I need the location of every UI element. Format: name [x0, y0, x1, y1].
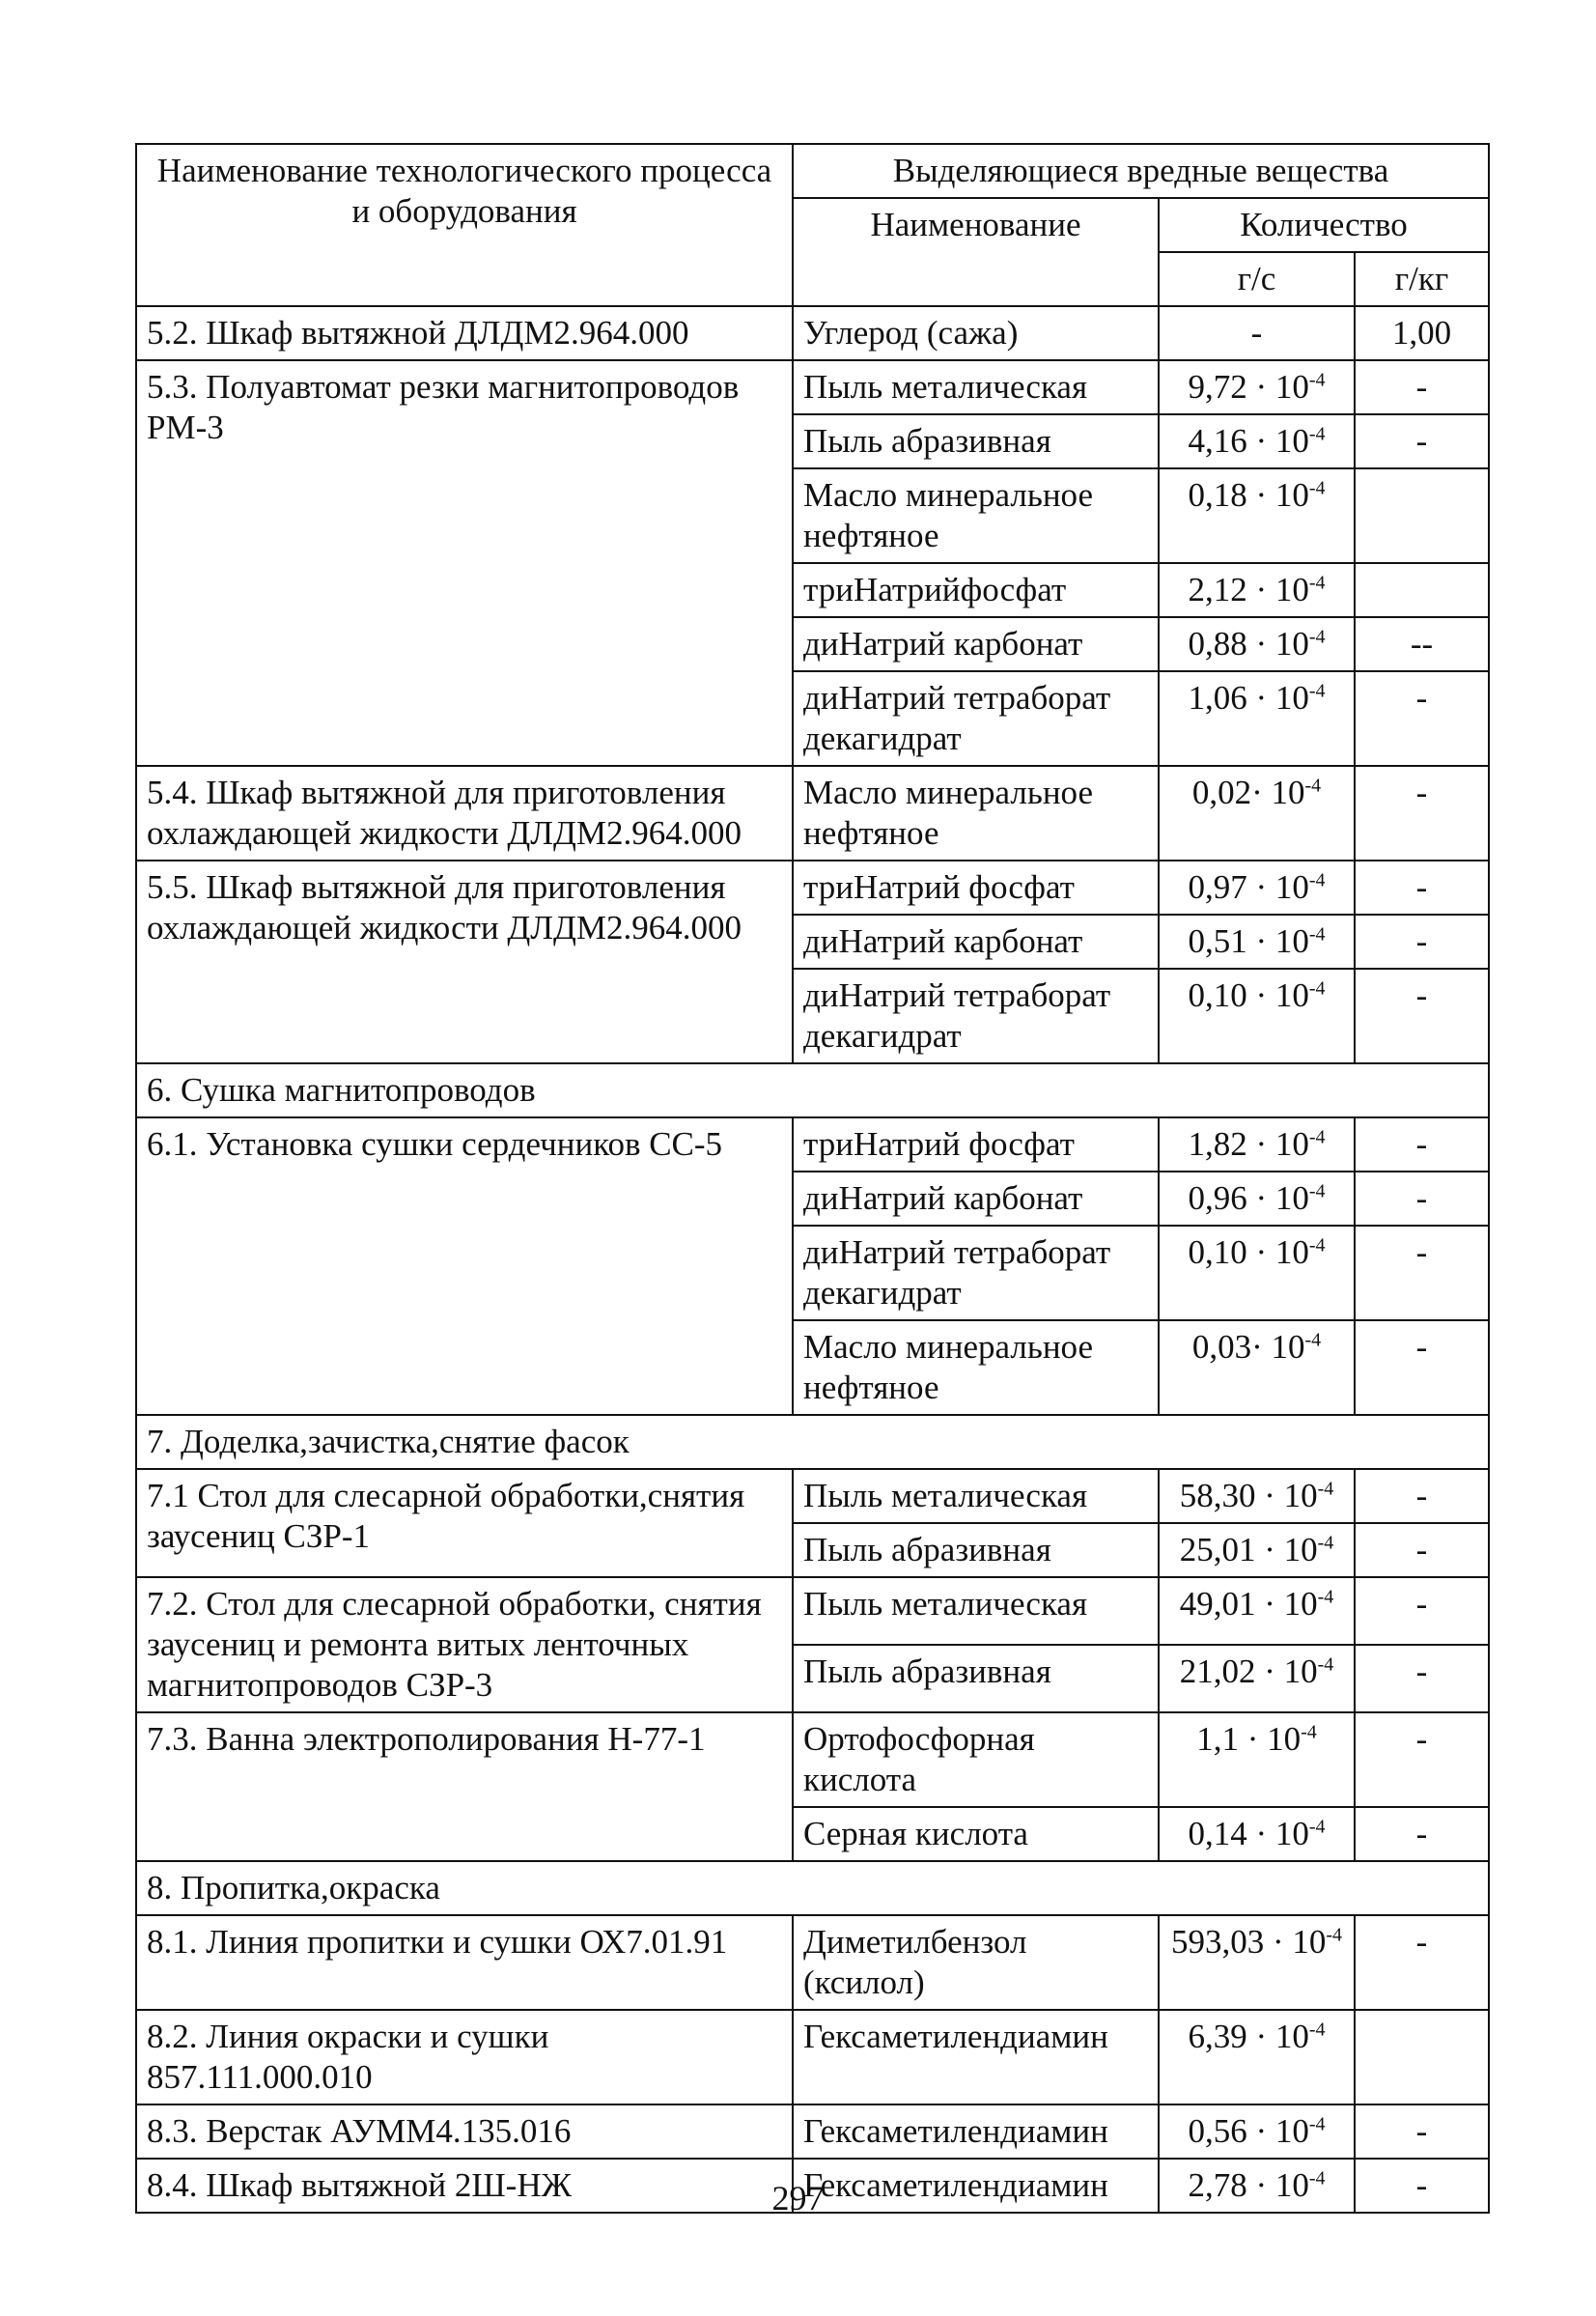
table-row: [136, 360, 1489, 414]
amount-mantissa: 0,97 · 10: [1188, 868, 1309, 906]
substance-cell: диНатрий тетраборат декагидрат: [793, 969, 1159, 1063]
process-cell: 8.3. Верстак АУММ4.135.016: [136, 2104, 793, 2159]
process-cell: 7.3. Ванна электрополирования Н-77-1: [136, 1712, 793, 1861]
table-row: [136, 861, 1489, 915]
amount-gs-cell: [1159, 969, 1355, 1063]
process-cell: 7.2. Стол для слесарной обработки, снятия заусениц и ремонта витых ленточных магнитопроводов СЗР-3: [136, 1577, 793, 1712]
amount-exponent: -4: [1308, 977, 1326, 1000]
amount-exponent: -4: [1308, 369, 1326, 391]
amount-gkg-cell: -: [1355, 1645, 1489, 1712]
amount-gkg-cell: -: [1355, 1807, 1489, 1861]
amount-gkg-cell: -: [1355, 1523, 1489, 1577]
header-substances: Выделяющиеся вредные вещества: [793, 144, 1489, 198]
amount-gs-cell: [1159, 1523, 1355, 1577]
amount-mantissa: 593,03 · 10: [1170, 1923, 1327, 1961]
amount-gkg-cell: [1355, 2010, 1489, 2104]
amount-exponent: -4: [1308, 680, 1326, 702]
section-heading: 8. Пропитка,окраска: [136, 1861, 1489, 1915]
amount-gs-cell: [1159, 1645, 1355, 1712]
substance-cell: Серная кислота: [793, 1807, 1159, 1861]
substance-cell: Углерод (сажа): [793, 306, 1159, 360]
amount-mantissa: 0,51 · 10: [1188, 922, 1309, 960]
amount-exponent: -4: [1308, 626, 1326, 648]
substance-cell: Гексаметилендиамин: [793, 2010, 1159, 2104]
amount-gs-cell: [1159, 2104, 1355, 2159]
amount-mantissa: 0,02· 10: [1191, 774, 1305, 811]
amount-exponent: -4: [1304, 775, 1322, 797]
amount-exponent: -4: [1308, 2019, 1326, 2041]
amount-gkg-cell: -: [1355, 1172, 1489, 1226]
amount-gkg-cell: [1355, 563, 1489, 617]
amount-exponent: -4: [1308, 423, 1326, 445]
header-unit-gkg: г/кг: [1355, 252, 1489, 306]
section-row: [136, 1861, 1489, 1915]
amount-gkg-cell: --: [1355, 617, 1489, 671]
substance-cell: Ортофосфорная кислота: [793, 1712, 1159, 1807]
substance-cell: Масло минеральное нефтяное: [793, 1320, 1159, 1415]
amount-mantissa: 49,01 · 10: [1179, 1585, 1318, 1623]
substance-cell: Гексаметилендиамин: [793, 2104, 1159, 2159]
process-cell: 5.4. Шкаф вытяжной для приготовления охлаждающей жидкости ДЛДМ2.964.000: [136, 766, 793, 861]
amount-gs-cell: [1159, 1712, 1355, 1807]
amount-gs-cell: [1159, 671, 1355, 766]
substance-cell: Масло минеральное нефтяное: [793, 766, 1159, 861]
section-heading: 7. Доделка,зачистка,снятие фасок: [136, 1415, 1489, 1469]
amount-mantissa: 0,10 · 10: [1188, 976, 1309, 1014]
amount-exponent: -4: [1308, 1816, 1326, 1838]
process-cell: 5.2. Шкаф вытяжной ДЛДМ2.964.000: [136, 306, 793, 360]
amount-exponent: -4: [1304, 1329, 1322, 1351]
amount-gkg-cell: -: [1355, 1577, 1489, 1645]
amount-exponent: -4: [1326, 1924, 1343, 1946]
amount-gs-cell: [1159, 1226, 1355, 1320]
table-row: [136, 306, 1489, 360]
amount-gkg-cell: -: [1355, 1712, 1489, 1807]
amount-gs-cell: [1159, 1915, 1355, 2010]
substance-cell: триНатрийфосфат: [793, 563, 1159, 617]
process-cell: 7.1 Стол для слесарной обработки,снятия заусениц СЗР-1: [136, 1469, 793, 1577]
amount-gs-cell: [1159, 1807, 1355, 1861]
amount-gs-cell: -: [1159, 306, 1355, 360]
section-heading: 6. Сушка магнитопроводов: [136, 1063, 1489, 1117]
amount-exponent: -4: [1317, 1478, 1334, 1500]
table-row: [136, 1469, 1489, 1523]
amount-gs-cell: [1159, 1320, 1355, 1415]
emissions-table: [135, 143, 1490, 2214]
amount-mantissa: 0,18 · 10: [1188, 476, 1309, 514]
amount-exponent: -4: [1317, 1653, 1334, 1676]
amount-mantissa: 2,78 · 10: [1188, 2166, 1309, 2204]
amount-gkg-cell: -: [1355, 861, 1489, 915]
amount-mantissa: 58,30 · 10: [1179, 1477, 1318, 1514]
process-cell: 8.2. Линия окраски и сушки 857.111.000.010: [136, 2010, 793, 2104]
amount-mantissa: 0,10 · 10: [1188, 1233, 1309, 1271]
table-row: [136, 2010, 1489, 2104]
substance-cell: Пыль абразивная: [793, 1523, 1159, 1577]
header-process: Наименование технологического процесса и оборудования: [136, 144, 793, 306]
substance-cell: диНатрий тетраборат декагидрат: [793, 671, 1159, 766]
amount-gkg-cell: -: [1355, 1117, 1489, 1172]
substance-cell: диНатрий карбонат: [793, 617, 1159, 671]
amount-mantissa: 2,12 · 10: [1188, 571, 1309, 608]
amount-gkg-cell: -: [1355, 1226, 1489, 1320]
amount-gs-cell: [1159, 915, 1355, 969]
amount-exponent: -4: [1317, 1532, 1334, 1554]
amount-gkg-cell: -: [1355, 2159, 1489, 2213]
amount-gkg-cell: -: [1355, 969, 1489, 1063]
substance-cell: Гексаметилендиамин: [793, 2159, 1159, 2213]
amount-mantissa: 1,06 · 10: [1188, 679, 1309, 717]
table-row: [136, 1915, 1489, 2010]
amount-gkg-cell: -: [1355, 1469, 1489, 1523]
amount-mantissa: 1,1 · 10: [1196, 1720, 1302, 1758]
substance-cell: Диметилбензол (ксилол): [793, 1915, 1159, 2010]
process-cell: 6.1. Установка сушки сердечников СС-5: [136, 1117, 793, 1415]
amount-gkg-cell: 1,00: [1355, 306, 1489, 360]
amount-gkg-cell: -: [1355, 1320, 1489, 1415]
page-number: 297: [771, 2179, 825, 2217]
substance-cell: диНатрий тетраборат декагидрат: [793, 1226, 1159, 1320]
amount-gs-cell: [1159, 2010, 1355, 2104]
substance-cell: триНатрий фосфат: [793, 861, 1159, 915]
section-row: [136, 1063, 1489, 1117]
header-unit-gs: г/с: [1159, 252, 1355, 306]
amount-mantissa: 9,72 · 10: [1188, 368, 1309, 406]
amount-gkg-cell: -: [1355, 1915, 1489, 2010]
header-quantity: Количество: [1159, 198, 1489, 252]
process-cell: 8.1. Линия пропитки и сушки ОХ7.01.91: [136, 1915, 793, 2010]
amount-mantissa: 0,56 · 10: [1188, 2112, 1309, 2150]
amount-mantissa: 0,03· 10: [1191, 1328, 1305, 1366]
substance-cell: Масло минеральное нефтяное: [793, 468, 1159, 563]
table-row: [136, 2104, 1489, 2159]
amount-exponent: -4: [1308, 2113, 1326, 2135]
substance-cell: Пыль абразивная: [793, 414, 1159, 468]
amount-gs-cell: [1159, 1117, 1355, 1172]
amount-exponent: -4: [1308, 869, 1326, 891]
amount-exponent: -4: [1308, 1234, 1326, 1257]
amount-exponent: -4: [1308, 572, 1326, 594]
amount-gs-cell: [1159, 766, 1355, 861]
amount-gs-cell: [1159, 1469, 1355, 1523]
amount-exponent: -4: [1308, 2167, 1326, 2189]
amount-gs-cell: [1159, 1172, 1355, 1226]
amount-gs-cell: [1159, 563, 1355, 617]
table-row: [136, 766, 1489, 861]
amount-exponent: -4: [1308, 1126, 1326, 1148]
substance-cell: диНатрий карбонат: [793, 1172, 1159, 1226]
amount-mantissa: 25,01 · 10: [1179, 1531, 1318, 1568]
substance-cell: Пыль абразивная: [793, 1645, 1159, 1712]
amount-mantissa: 0,88 · 10: [1188, 625, 1309, 663]
amount-mantissa: 4,16 · 10: [1188, 422, 1309, 460]
amount-gkg-cell: [1355, 468, 1489, 563]
substance-cell: Пыль металическая: [793, 360, 1159, 414]
amount-gs-cell: [1159, 414, 1355, 468]
amount-gkg-cell: -: [1355, 2104, 1489, 2159]
substance-cell: триНатрий фосфат: [793, 1117, 1159, 1172]
amount-gkg-cell: -: [1355, 671, 1489, 766]
amount-exponent: -4: [1308, 923, 1326, 946]
amount-exponent: -4: [1308, 1180, 1326, 1202]
amount-mantissa: 6,39 · 10: [1188, 2018, 1309, 2055]
process-cell: 5.5. Шкаф вытяжной для приготовления охлаждающей жидкости ДЛДМ2.964.000: [136, 861, 793, 1063]
amount-mantissa: 1,82 · 10: [1188, 1125, 1309, 1163]
section-row: [136, 1415, 1489, 1469]
header-row-1: [136, 144, 1489, 198]
substance-cell: диНатрий карбонат: [793, 915, 1159, 969]
table-row: [136, 1712, 1489, 1807]
amount-gs-cell: [1159, 1577, 1355, 1645]
table-row: [136, 1577, 1489, 1645]
amount-exponent: -4: [1308, 477, 1326, 499]
substance-cell: Пыль металическая: [793, 1577, 1159, 1645]
process-cell: 8.4. Шкаф вытяжной 2Ш-НЖ: [136, 2159, 793, 2213]
amount-mantissa: 21,02 · 10: [1179, 1652, 1318, 1690]
amount-exponent: -4: [1301, 1721, 1317, 1743]
process-cell: 5.3. Полуавтомат резки магнитопроводов РМ-3: [136, 360, 793, 766]
substance-cell: Пыль металическая: [793, 1469, 1159, 1523]
amount-mantissa: 0,96 · 10: [1188, 1179, 1309, 1217]
amount-gs-cell: [1159, 468, 1355, 563]
amount-gs-cell: [1159, 861, 1355, 915]
amount-mantissa: 0,14 · 10: [1188, 1815, 1309, 1852]
amount-exponent: -4: [1317, 1586, 1334, 1608]
table-row: [136, 1117, 1489, 1172]
amount-gkg-cell: -: [1355, 414, 1489, 468]
amount-gs-cell: [1159, 617, 1355, 671]
amount-gs-cell: [1159, 360, 1355, 414]
amount-gkg-cell: -: [1355, 360, 1489, 414]
header-name: Наименование: [793, 198, 1159, 306]
amount-gkg-cell: -: [1355, 766, 1489, 861]
amount-gkg-cell: -: [1355, 915, 1489, 969]
